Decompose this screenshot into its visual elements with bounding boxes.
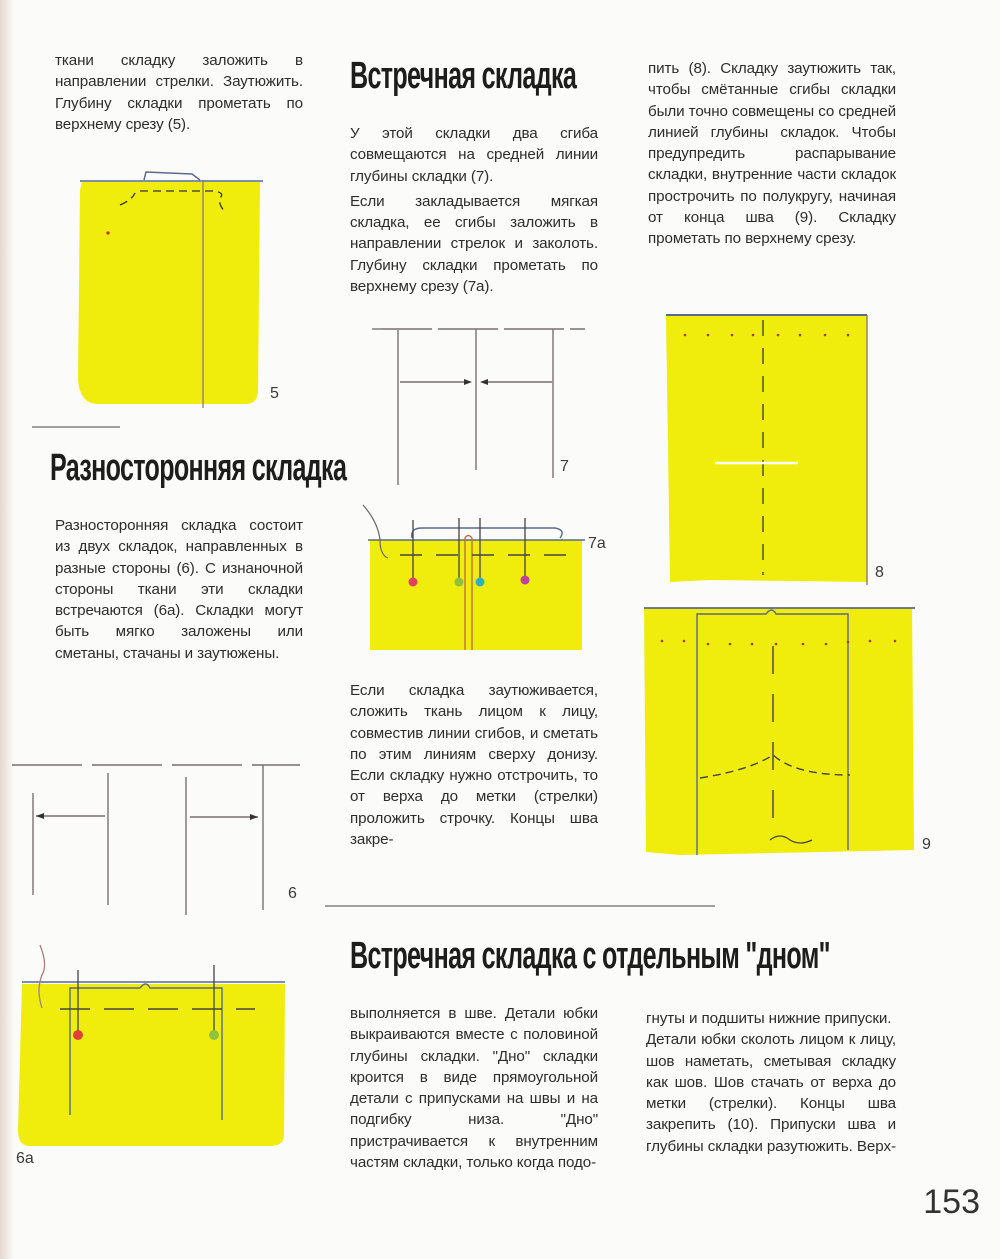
pin-head-red (409, 578, 418, 587)
pin-head-green (455, 578, 464, 587)
figure-8-label: 8 (875, 564, 884, 581)
bottom-col-right (646, 1008, 896, 1161)
figure-9-label: 9 (922, 836, 931, 853)
fabric-panel (78, 182, 260, 404)
heading-two-sided-pleat: Разносторонняя складка (50, 447, 347, 489)
mark-dot (106, 231, 109, 234)
pin-head-green (209, 1030, 219, 1040)
col3-top-paragraph (648, 58, 896, 254)
figure-7a-label: 7а (588, 535, 606, 552)
two-sided-text: Разносторонняя складка состоит из двух складок, направленных в разные стороны (6). С изнаночной стороны ткани эти складки встречаются (6а). Складки могут быть мягко заложены или сметаны, стачаны и заутюжены. (55, 517, 303, 662)
figure-9 (640, 600, 940, 865)
figure-6a-label: 6а (16, 1150, 34, 1167)
figure-6 (0, 745, 320, 925)
figure-7a (360, 500, 620, 650)
bottom-col-left (350, 1003, 598, 1177)
pleat-outline (412, 528, 562, 538)
col3-top-text: пить (8). Складку заутюжить так, чтобы смётанные сгибы складки были точно совмещены со средней линией глубины складок. Чтобы предупредить распарывание складки, внутренние части складок прострочить по полукругу, начиная от конца шва (9). Складку прометать по верхнему срезу. (648, 60, 896, 248)
counter-pleat-paragraphs (350, 123, 598, 301)
page-number: 153 (923, 1183, 980, 1221)
figure-7-label: 7 (560, 458, 569, 475)
section-divider-bottom (325, 905, 715, 907)
counter-pleat-continued-text: Если складка заутюживается, сложить ткань лицом к лицу, совместив линии сгибов, и сметать по этим линиям сверху донизу. Если складку нужно отстрочить, то от верха до метки (стрелки) проложить строчку. Концы шва закре- (350, 682, 598, 849)
figure-7-drawing (370, 320, 590, 485)
counter-pleat-text-1: У этой складки два сгиба совмещаются на средней линии глубины складки (7). (350, 125, 598, 185)
figure-5-label: 5 (270, 385, 279, 402)
heading-counter-pleat: Встречная складка (350, 55, 577, 97)
figure-7a-drawing (360, 500, 620, 650)
pin-head-magenta (521, 576, 530, 585)
fabric-panel (644, 608, 914, 855)
bottom-col-right-text-2: Детали юбки сколоть лицом к лицу, шов наметать, сметывая складку как шов. Шов стачать от верха до метки (стрелки). Концы шва закрепить (10). Припуски шва и глубины складки разутюжить. Верх- (646, 1031, 896, 1155)
heading-counter-pleat-with-bottom: Встречная складка с отдельным "дном" (350, 935, 830, 977)
col1-top-text: ткани складку заложить в направлении стрелки. Заутюжить. Глубину складки прометать по верхнему срезу (5). (55, 52, 303, 133)
bottom-col-left-text: выполняется в шве. Детали юбки выкраиваются вместе с половиной глубины складки. "Дно" складки кроится в виде прямоугольной детали с припусками на швы и на подгибку низа. "Дно" пристрачивается к внутренним частям складки, только когда подо- (350, 1005, 598, 1172)
section-divider-left (32, 426, 120, 428)
figure-5 (60, 160, 300, 420)
bottom-col-right-text-1: гнуты и подшиты нижние припуски. (646, 1010, 892, 1027)
two-sided-paragraph (55, 515, 303, 668)
fabric-panel (666, 316, 867, 582)
figure-6-drawing (0, 745, 320, 925)
fold-tab (144, 172, 200, 180)
figure-5-drawing (60, 160, 300, 420)
figure-6a-drawing (0, 940, 320, 1180)
col1-top-paragraph (55, 50, 303, 139)
arrow-left-head (36, 813, 44, 819)
figure-7 (370, 320, 590, 485)
pin-head-red (73, 1030, 83, 1040)
arrow-right-head (480, 379, 488, 385)
counter-pleat-continued (350, 680, 598, 854)
figure-8-drawing (660, 310, 900, 590)
arrow-left-head (464, 379, 472, 385)
fabric-panel (370, 540, 582, 650)
figure-6-label: 6 (288, 885, 297, 902)
figure-9-drawing (640, 600, 940, 865)
arrow-right-head (250, 814, 258, 820)
figure-6a (0, 940, 320, 1180)
pin-head-cyan (476, 578, 485, 587)
figure-8 (660, 310, 900, 590)
counter-pleat-text-2: Если закладывается мягкая складка, ее сгибы заложить в направлении стрелок и заколоть. Глубину складки прометать по верхнему срезу (7а). (350, 192, 598, 296)
